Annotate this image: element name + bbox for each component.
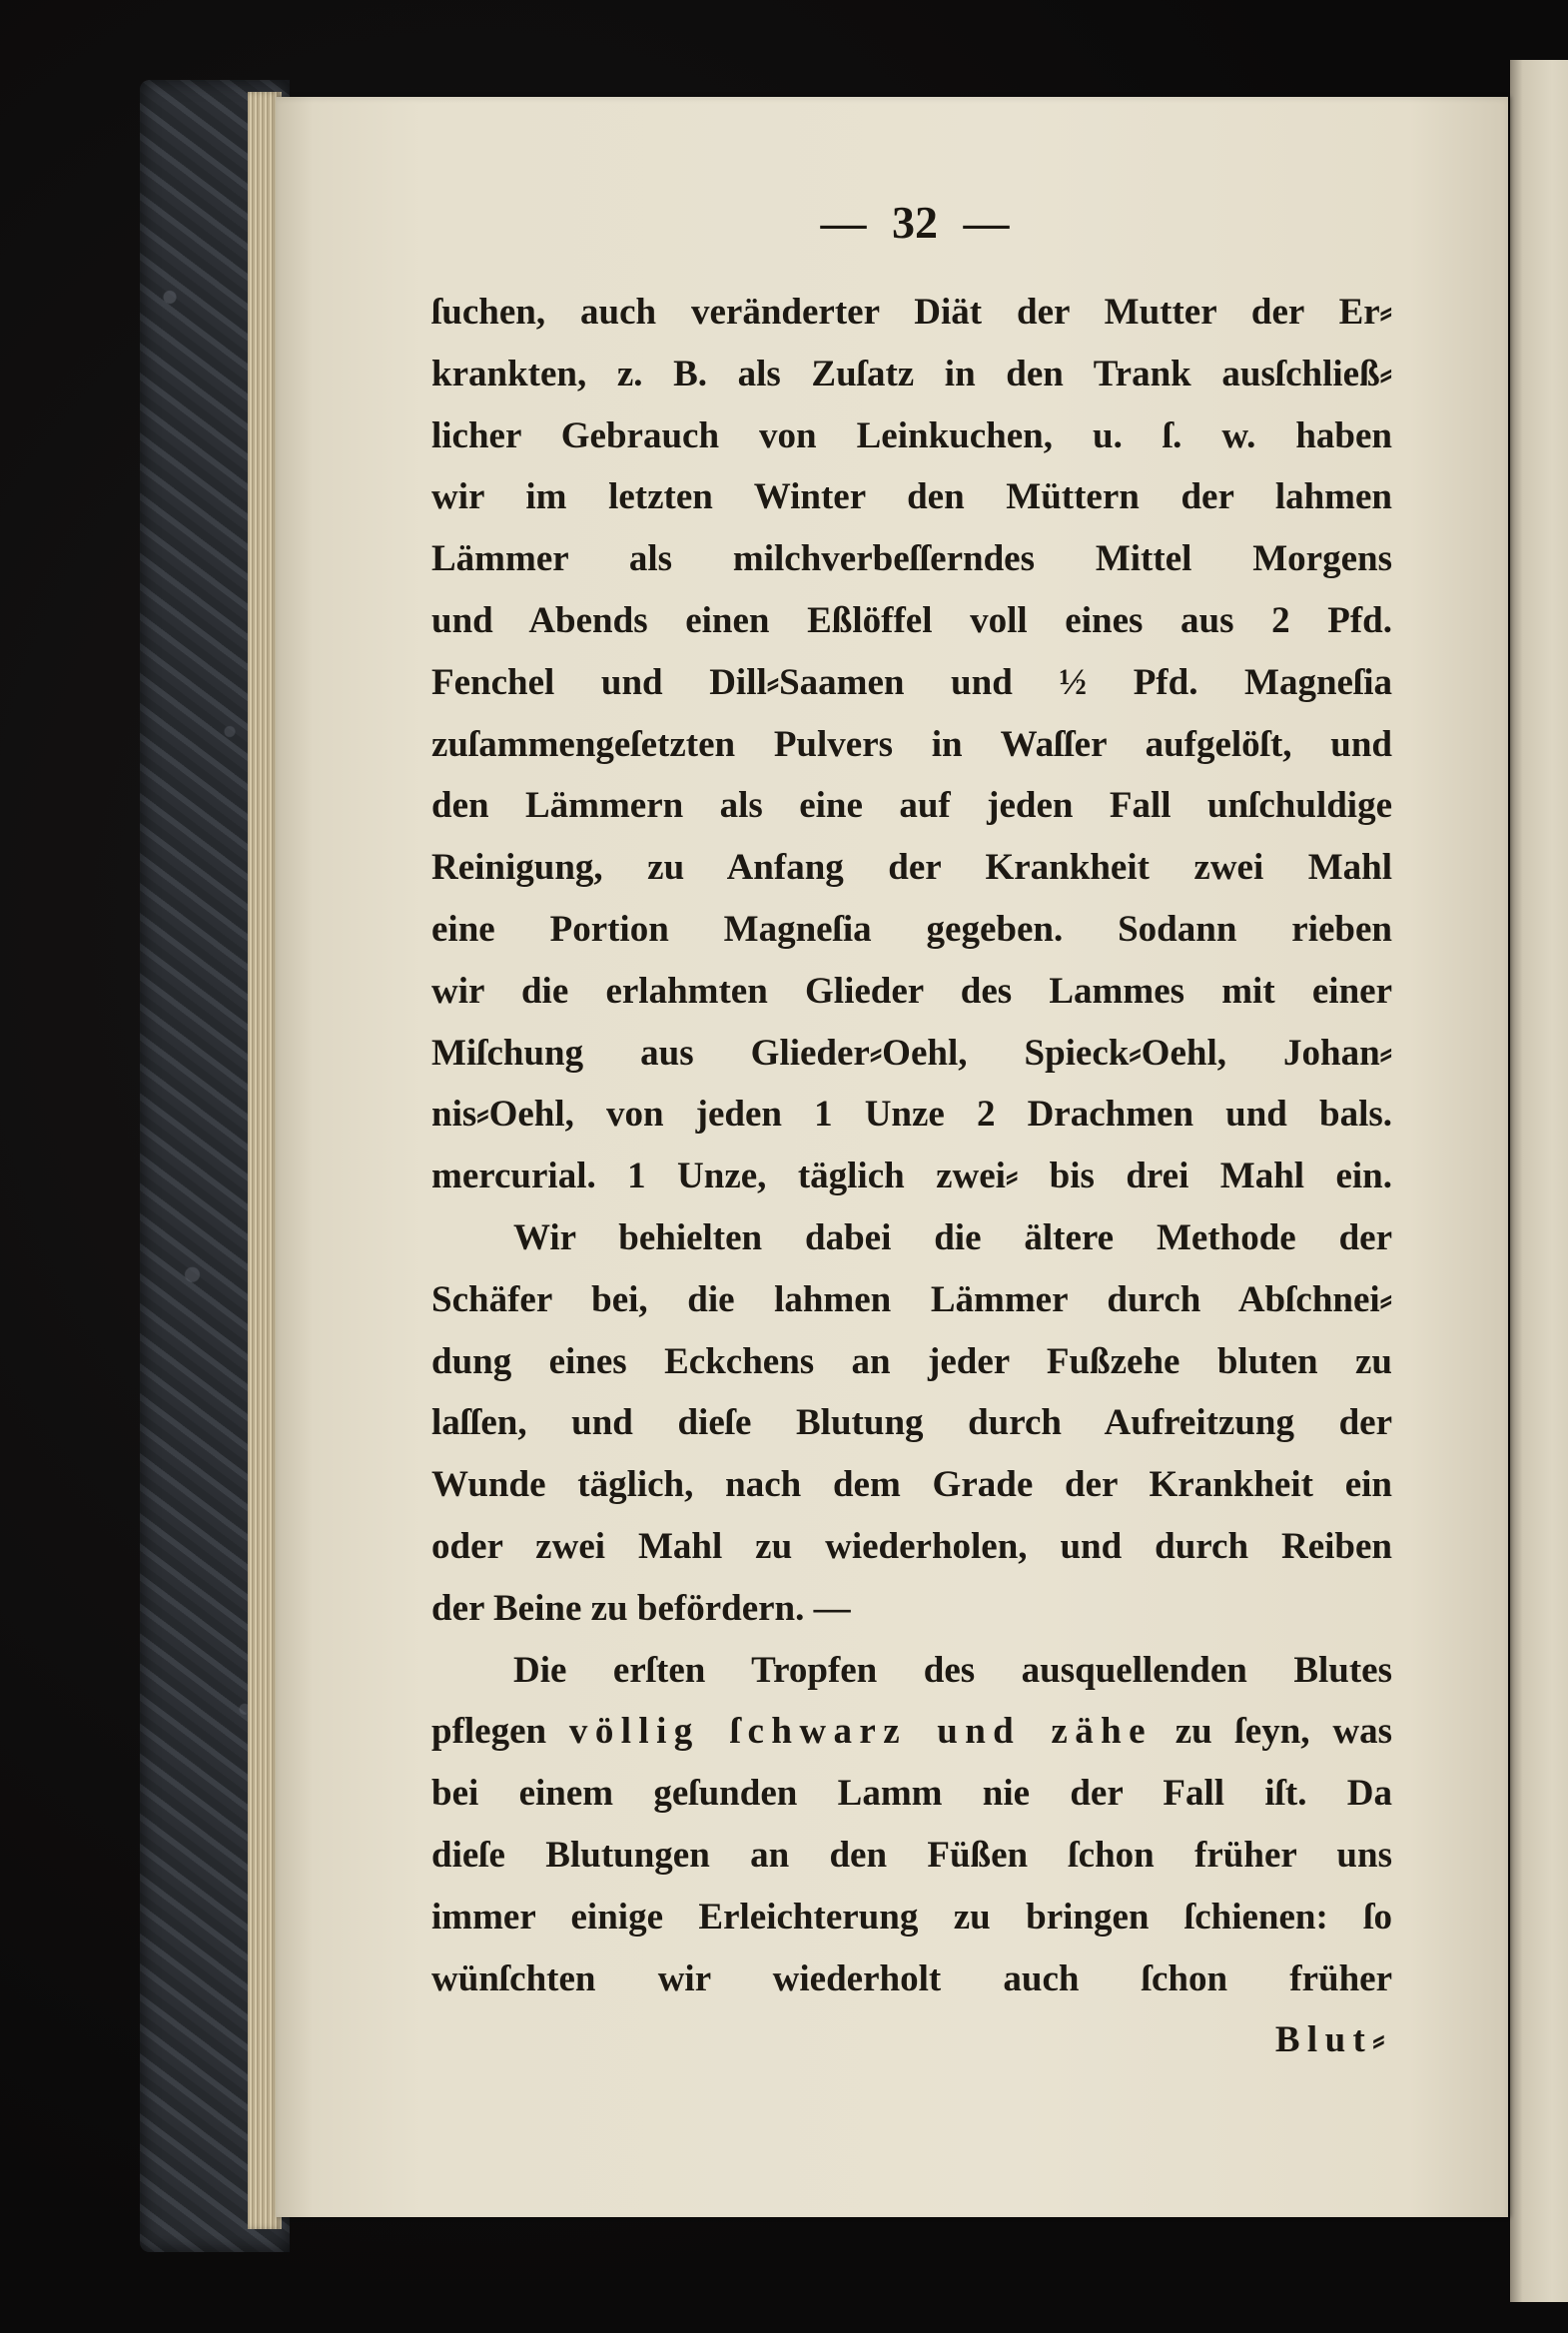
- text-line: Lämmer als milchverbeſſerndes Mittel Morgens: [431, 538, 1392, 580]
- text-line: bei einem geſunden Lamm nie der Fall iſt. Da: [431, 1773, 1392, 1815]
- text-line: licher Gebrauch von Leinkuchen, u. ſ. w. haben: [431, 414, 1392, 456]
- paragraph-last-line: der Beine zu befördern. —: [431, 1587, 851, 1629]
- emphasized-spaced-text: völlig ſchwarz und zähe: [568, 1711, 1153, 1753]
- text-line: Reinigung, zu Anfang der Krankheit zwei Mahl: [431, 847, 1392, 889]
- next-page-edge: [1510, 60, 1568, 2302]
- text-line: krankten, z. B. als Zuſatz in den Trank ausſchließ⸗: [431, 353, 1392, 394]
- text-line: dieſe Blutungen an den Füßen ſchon früher uns: [431, 1834, 1392, 1876]
- line-text-end: zu ſeyn, was: [1152, 1711, 1392, 1753]
- text-line: laſſen, und dieſe Blutung durch Aufreitzung der: [431, 1402, 1392, 1444]
- text-line: Wunde täglich, nach dem Grade der Krankheit ein: [431, 1464, 1392, 1506]
- text-line: wir im letzten Winter den Müttern der lahmen: [431, 476, 1392, 518]
- text-block: [431, 282, 1392, 2071]
- text-line: oder zwei Mahl zu wiederholen, und durch Reiben: [431, 1525, 1392, 1567]
- text-line: wir die erlahmten Glieder des Lammes mit einer: [431, 970, 1392, 1012]
- book-page: [276, 97, 1508, 2217]
- text-line: Fenchel und Dill⸗Saamen und ½ Pfd. Magneſia: [431, 661, 1392, 703]
- text-line: den Lämmern als eine auf jeden Fall unſchuldige: [431, 785, 1392, 827]
- text-line: Miſchung aus Glieder⸗Oehl, Spieck⸗Oehl, Johan⸗: [431, 1032, 1392, 1074]
- text-line: eine Portion Magneſia gegeben. Sodann rieben: [431, 908, 1392, 950]
- text-line: wünſchten wir wiederholt auch ſchon früher: [431, 1957, 1392, 1999]
- text-line: dung eines Eckchens an jeder Fußzehe bluten zu: [431, 1340, 1392, 1382]
- text-line: und Abends einen Eßlöffel voll eines aus 2 Pfd.: [431, 599, 1392, 641]
- text-line: mercurial. 1 Unze, täglich zwei⸗ bis drei Mahl ein.: [431, 1156, 1392, 1197]
- text-line: immer einige Erleichterung zu bringen ſchienen: ſo: [431, 1896, 1392, 1938]
- paragraph-first-line: Die erſten Tropfen des ausquellenden Blutes: [513, 1649, 1392, 1691]
- text-line: ſuchen, auch veränderter Diät der Mutter der Er⸗: [431, 292, 1392, 333]
- text-line: Schäfer bei, die lahmen Lämmer durch Abſchnei⸗: [431, 1278, 1392, 1320]
- paragraph-first-line: Wir behielten dabei die ältere Methode der: [513, 1216, 1392, 1258]
- text-line: zuſammengeſetzten Pulvers in Waſſer aufgelöſt, und: [431, 723, 1392, 765]
- text-line: nis⸗Oehl, von jeden 1 Unze 2 Drachmen und bals.: [431, 1094, 1392, 1136]
- catchword: Blut⸗: [1274, 2019, 1392, 2061]
- text-line: [431, 1701, 1392, 1763]
- page-number: — 32 —: [820, 197, 1010, 248]
- line-text-start: pflegen: [431, 1711, 569, 1753]
